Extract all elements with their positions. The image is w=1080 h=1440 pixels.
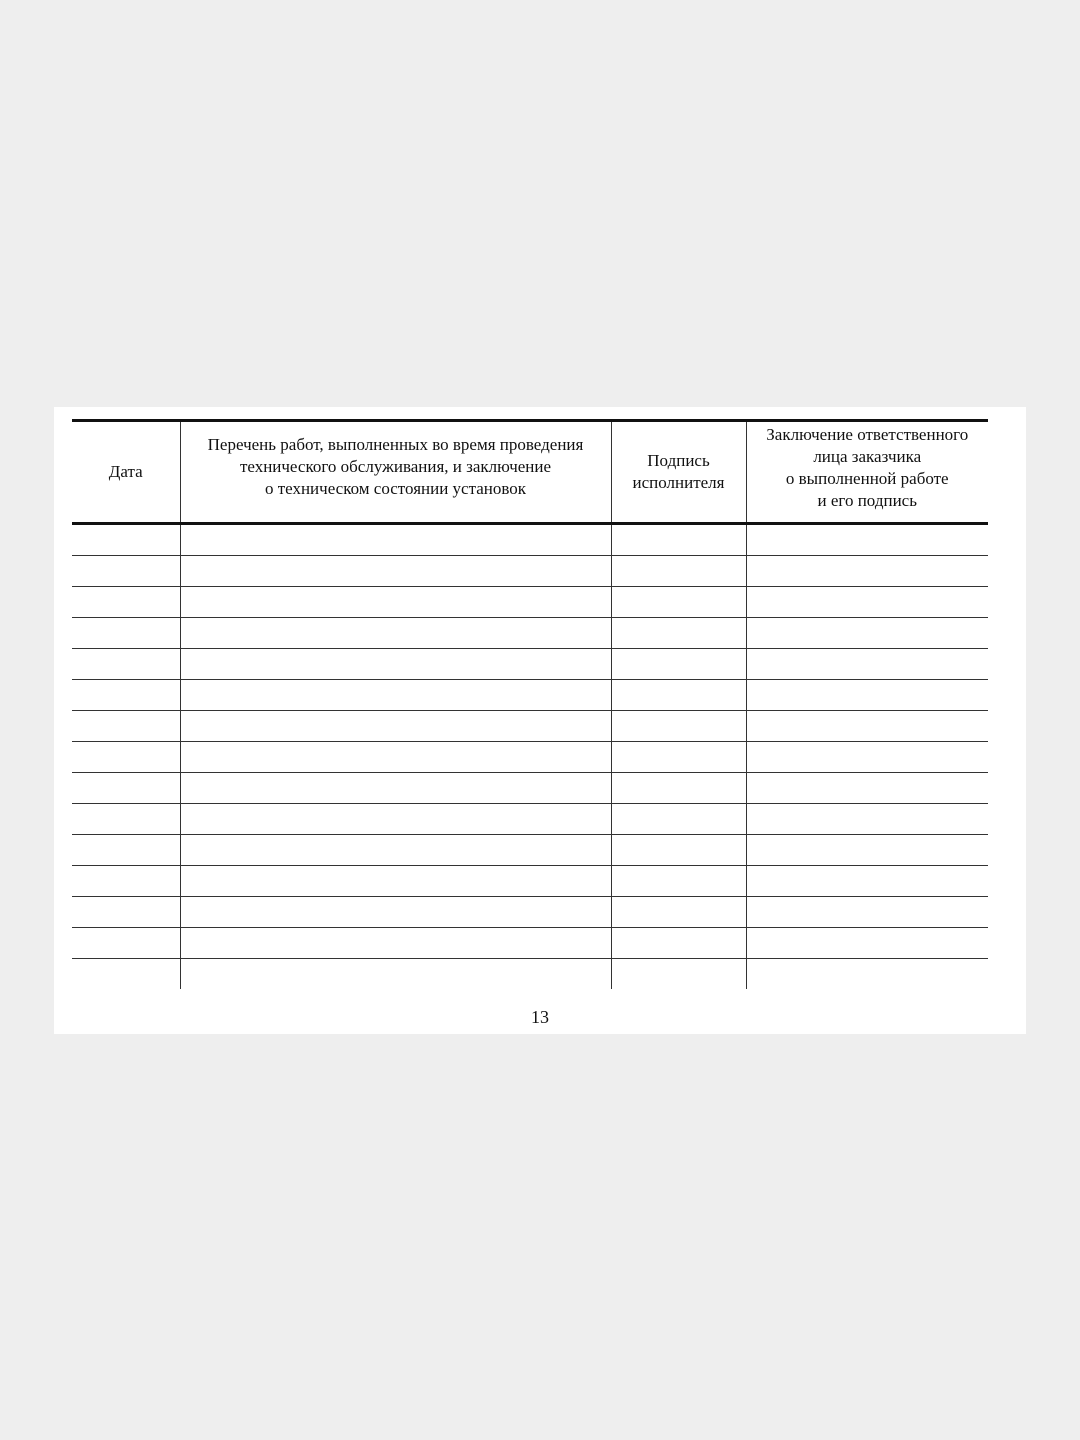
header-conclusion-line: Заключение ответственного: [766, 425, 969, 444]
table-row: [72, 711, 988, 742]
cell-conclusion: [746, 835, 988, 866]
table-row: [72, 649, 988, 680]
header-conclusion-line: о выполненной работе: [785, 469, 949, 488]
table-body: [72, 524, 988, 990]
cell-works: [180, 618, 611, 649]
table-row: [72, 959, 988, 990]
header-signature-line: исполнителя: [632, 473, 725, 492]
cell-date: [72, 618, 180, 649]
cell-date: [72, 773, 180, 804]
cell-conclusion: [746, 618, 988, 649]
cell-works: [180, 587, 611, 618]
cell-works: [180, 711, 611, 742]
cell-date: [72, 680, 180, 711]
cell-date: [72, 897, 180, 928]
table-row: [72, 804, 988, 835]
table-row: [72, 773, 988, 804]
header-conclusion-line: и его подпись: [817, 491, 917, 510]
table-row: [72, 897, 988, 928]
table-row: [72, 928, 988, 959]
cell-works: [180, 928, 611, 959]
cell-conclusion: [746, 959, 988, 990]
header-date: Дата: [72, 421, 180, 524]
cell-date: [72, 866, 180, 897]
cell-conclusion: [746, 742, 988, 773]
cell-signature: [611, 711, 746, 742]
cell-conclusion: [746, 866, 988, 897]
cell-conclusion: [746, 804, 988, 835]
cell-signature: [611, 524, 746, 556]
header-works-line: технического обслуживания, и заключение: [239, 457, 552, 476]
cell-signature: [611, 742, 746, 773]
cell-works: [180, 835, 611, 866]
page-number: 13: [531, 1007, 549, 1027]
cell-works: [180, 649, 611, 680]
cell-conclusion: [746, 649, 988, 680]
cell-signature: [611, 959, 746, 990]
table-row: [72, 587, 988, 618]
header-row: [72, 421, 988, 524]
cell-works: [180, 959, 611, 990]
cell-signature: [611, 928, 746, 959]
cell-conclusion: [746, 928, 988, 959]
cell-date: [72, 556, 180, 587]
cell-signature: [611, 649, 746, 680]
header-works-line: о техническом состоянии установок: [264, 479, 527, 498]
cell-signature: [611, 556, 746, 587]
cell-works: [180, 866, 611, 897]
header-conclusion: [746, 421, 988, 524]
table-row: [72, 742, 988, 773]
cell-date: [72, 742, 180, 773]
cell-date: [72, 587, 180, 618]
cell-conclusion: [746, 524, 988, 556]
cell-works: [180, 556, 611, 587]
header-works-line: Перечень работ, выполненных во время проведения: [207, 435, 584, 454]
cell-works: [180, 680, 611, 711]
cell-date: [72, 928, 180, 959]
cell-conclusion: [746, 773, 988, 804]
cell-date: [72, 959, 180, 990]
header-works: [180, 421, 611, 524]
header-signature-line: Подпись: [647, 451, 710, 470]
cell-signature: [611, 897, 746, 928]
table-row: [72, 835, 988, 866]
cell-date: [72, 711, 180, 742]
cell-date: [72, 835, 180, 866]
cell-signature: [611, 587, 746, 618]
table-row: [72, 680, 988, 711]
cell-conclusion: [746, 680, 988, 711]
cell-date: [72, 649, 180, 680]
cell-conclusion: [746, 711, 988, 742]
cell-works: [180, 804, 611, 835]
cell-works: [180, 897, 611, 928]
cell-conclusion: [746, 556, 988, 587]
cell-date: [72, 524, 180, 556]
table-row: [72, 618, 988, 649]
maintenance-log-table: [72, 419, 988, 989]
cell-works: [180, 742, 611, 773]
cell-signature: [611, 680, 746, 711]
cell-conclusion: [746, 587, 988, 618]
cell-works: [180, 773, 611, 804]
cell-signature: [611, 804, 746, 835]
cell-date: [72, 804, 180, 835]
cell-signature: [611, 618, 746, 649]
document-page: [54, 407, 1026, 1034]
cell-signature: [611, 835, 746, 866]
cell-conclusion: [746, 897, 988, 928]
header-signature: [611, 421, 746, 524]
cell-signature: [611, 866, 746, 897]
table-row: [72, 556, 988, 587]
table-row: [72, 524, 988, 556]
header-conclusion-line: лица заказчика: [813, 447, 922, 466]
table-row: [72, 866, 988, 897]
cell-works: [180, 524, 611, 556]
cell-signature: [611, 773, 746, 804]
